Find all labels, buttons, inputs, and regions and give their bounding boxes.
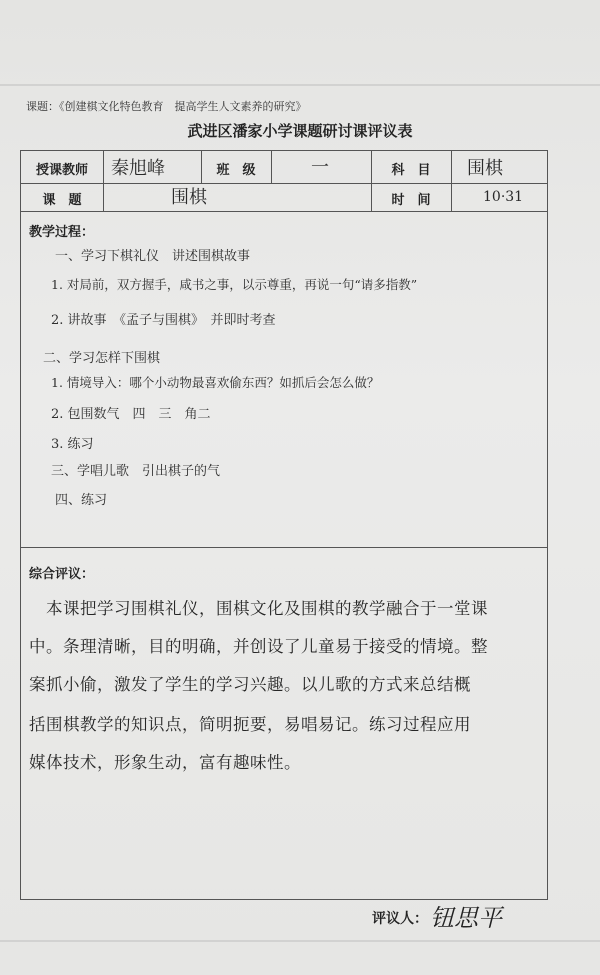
review-line: 中。条理清晰，目的明确，并创设了儿童易于接受的情境。整 [29,637,488,656]
review-line: 本课把学习围棋礼仪，围棋文化及围棋的教学融合于一堂课 [29,599,488,618]
paper-fold [0,84,600,86]
process-line: 1. 对局前，双方握手，咸书之事，以示尊重，再说一句“请多指教” [51,277,418,292]
course-label: 科 目 [391,163,431,178]
process-line: 2. 包围数气 四 三 角二 [51,407,211,422]
time-value: 10·31 [483,189,524,205]
col-divider [271,151,272,183]
time-label: 时 间 [391,193,431,208]
process-line: 三、学唱儿歌 引出棋子的气 [51,464,221,479]
review-label: 综合评议： [29,567,95,582]
col-divider [451,151,452,211]
review-line: 案抓小偷，激发了学生的学习兴趣。以儿歌的方式来总结概 [29,675,471,694]
review-line: 括围棋教学的知识点，简明扼要，易唱易记。练习过程应用 [29,715,471,734]
process-label: 教学过程： [29,225,95,240]
process-line: 一、学习下棋礼仪 讲述围棋故事 [55,249,251,264]
topic-label: 课 题 [42,193,82,208]
course-value: 围棋 [467,158,503,179]
row-divider [21,183,547,184]
form-title: 武进区潘家小学课题研讨课评议表 [187,122,413,140]
class-value: 一 [311,157,329,178]
class-label: 班 级 [216,163,256,178]
evaluation-form [20,150,548,900]
row-divider [21,211,547,212]
review-line: 媒体技术，形象生动，富有趣味性。 [29,753,301,772]
reviewer-label: 评议人： [372,911,428,927]
subject-line: 课题：《创建棋文化特色教育 提高学生人文素养的研究》 [26,100,307,113]
process-line: 1. 情境导入：哪个小动物最喜欢偷东西？如抓后会怎么做？ [51,375,380,390]
teacher-label: 授课教师 [35,163,88,178]
teacher-value: 秦旭峰 [111,158,165,179]
process-line: 四、练习 [55,493,108,508]
section-divider [21,547,547,548]
reviewer-signature: 钮思平 [430,904,502,932]
paper-fold [0,940,600,942]
process-line: 二、学习怎样下围棋 [43,351,161,366]
process-line: 3. 练习 [51,437,94,452]
topic-value: 围棋 [171,187,207,208]
process-line: 2. 讲故事 《孟子与围棋》 并即时考查 [51,313,276,328]
col-divider [103,151,104,211]
